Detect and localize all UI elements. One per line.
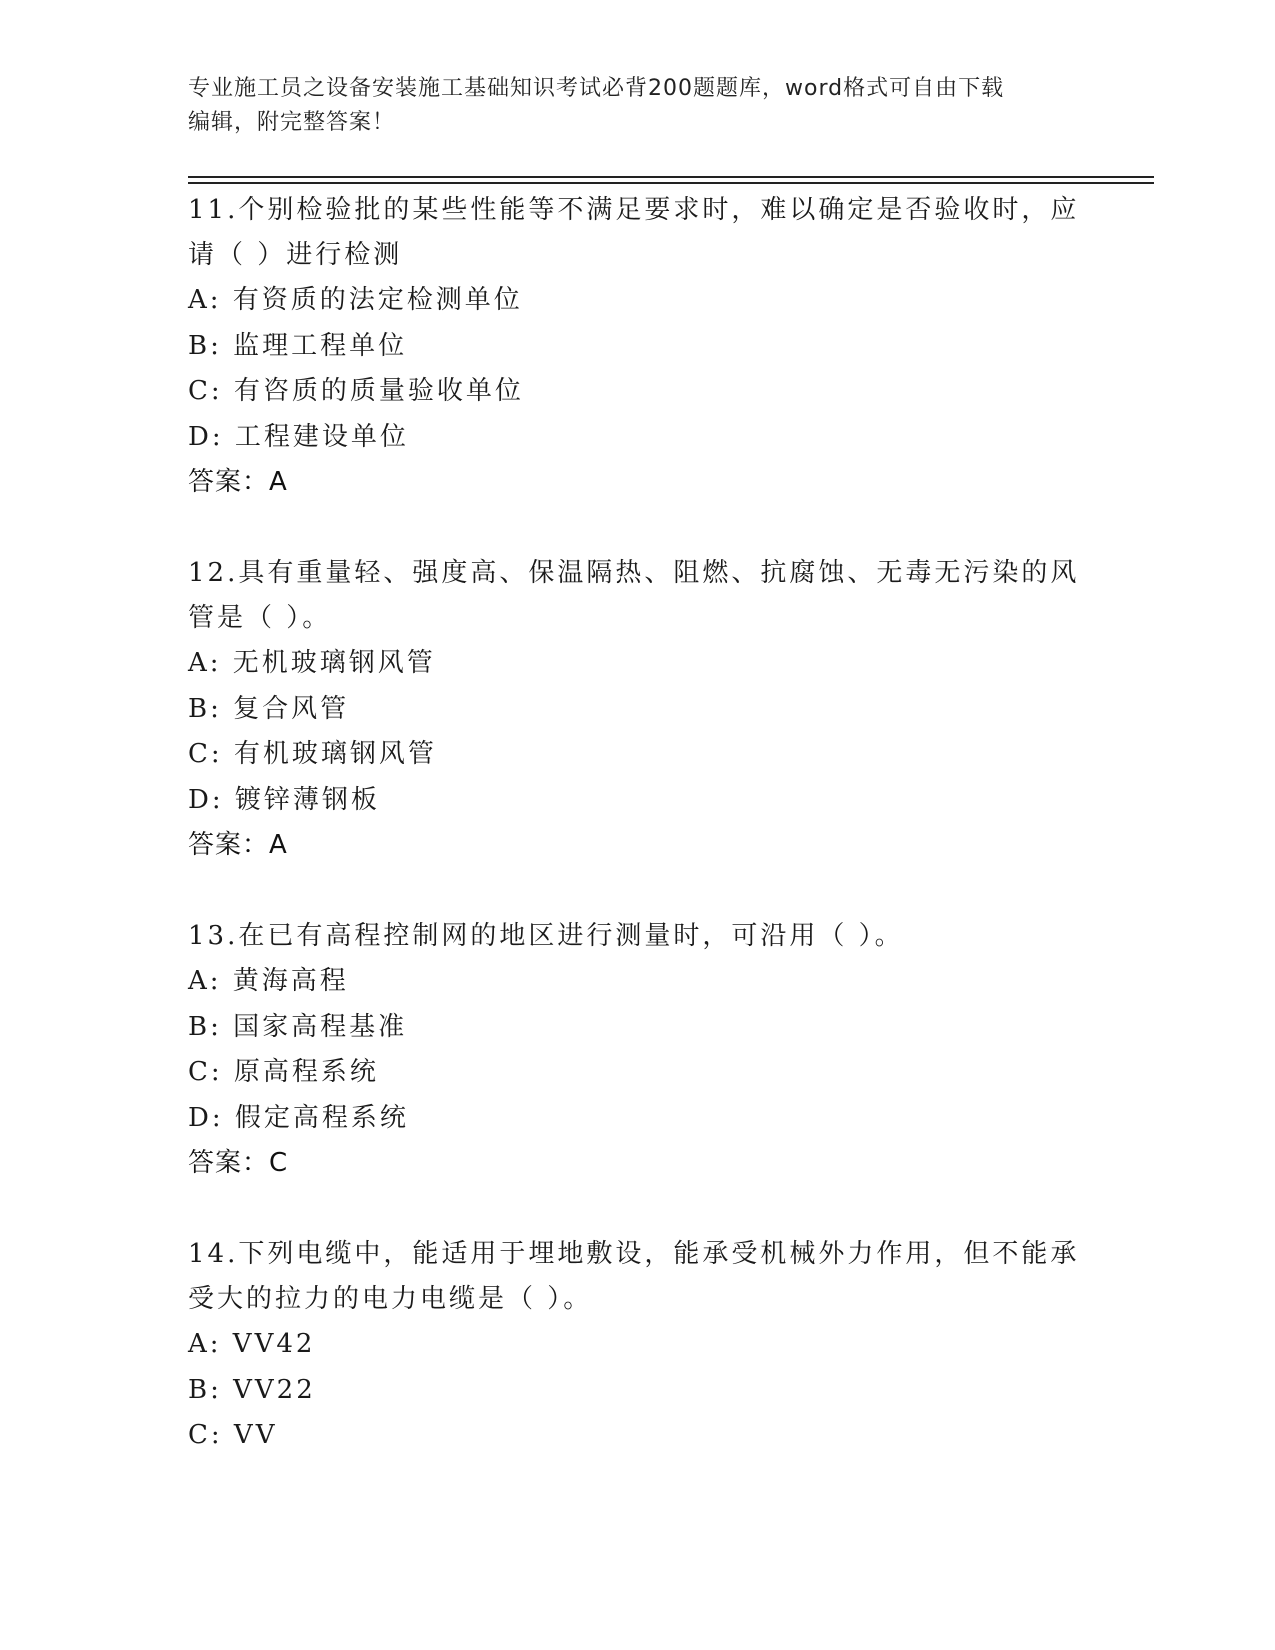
option-c: C: 原高程系统 <box>188 1057 379 1087</box>
option-d: D: 工程建设单位 <box>188 421 409 452</box>
answer-label: 答案：C <box>188 1148 289 1178</box>
option-a: A: 黄海高程 <box>188 966 349 996</box>
question-13 <box>188 914 1088 1186</box>
header-line-1: 专业施工员之设备安装施工基础知识考试必背200题题库，word格式可自由下载 <box>188 76 1005 101</box>
option-c: C: 有机玻璃钢风管 <box>188 739 437 769</box>
question-14 <box>188 1232 1088 1459</box>
option-c: C: 有咨质的质量验收单位 <box>188 376 524 406</box>
answer-label: 答案：A <box>188 467 288 497</box>
option-a: A: VV42 <box>188 1329 316 1359</box>
header-divider-bottom <box>188 182 1154 184</box>
document-header <box>188 72 1088 140</box>
question-stem: 13.在已有高程控制网的地区进行测量时，可沿用（ ）。 <box>188 921 904 951</box>
option-d: D: 假定高程系统 <box>188 1102 409 1133</box>
option-b: B: 国家高程基准 <box>188 1011 408 1042</box>
option-a: A: 有资质的法定检测单位 <box>188 285 523 315</box>
question-stem-continued: 管是（ ）。 <box>188 603 332 633</box>
option-b: B: 监理工程单位 <box>188 330 408 361</box>
question-stem-continued: 受大的拉力的电力电缆是（ ）。 <box>188 1284 593 1314</box>
header-divider-top <box>188 176 1154 178</box>
question-stem: 12.具有重量轻、强度高、保温隔热、阻燃、抗腐蚀、无毒无污染的风 <box>188 558 1080 588</box>
question-list <box>188 188 1088 1505</box>
question-stem-continued: 请（ ）进行检测 <box>188 240 403 270</box>
option-d: D: 镀锌薄钢板 <box>188 784 380 815</box>
question-stem: 11.个别检验批的某些性能等不满足要求时，难以确定是否验收时，应 <box>188 195 1080 225</box>
header-line-2: 编辑，附完整答案！ <box>188 110 396 135</box>
question-12 <box>188 551 1088 868</box>
answer-label: 答案：A <box>188 830 288 860</box>
option-a: A: 无机玻璃钢风管 <box>188 648 436 678</box>
question-11 <box>188 188 1088 505</box>
option-b: B: VV22 <box>188 1374 316 1405</box>
option-b: B: 复合风管 <box>188 693 350 724</box>
option-c: C: VV <box>188 1420 278 1450</box>
question-stem: 14.下列电缆中，能适用于埋地敷设，能承受机械外力作用，但不能承 <box>188 1239 1080 1269</box>
